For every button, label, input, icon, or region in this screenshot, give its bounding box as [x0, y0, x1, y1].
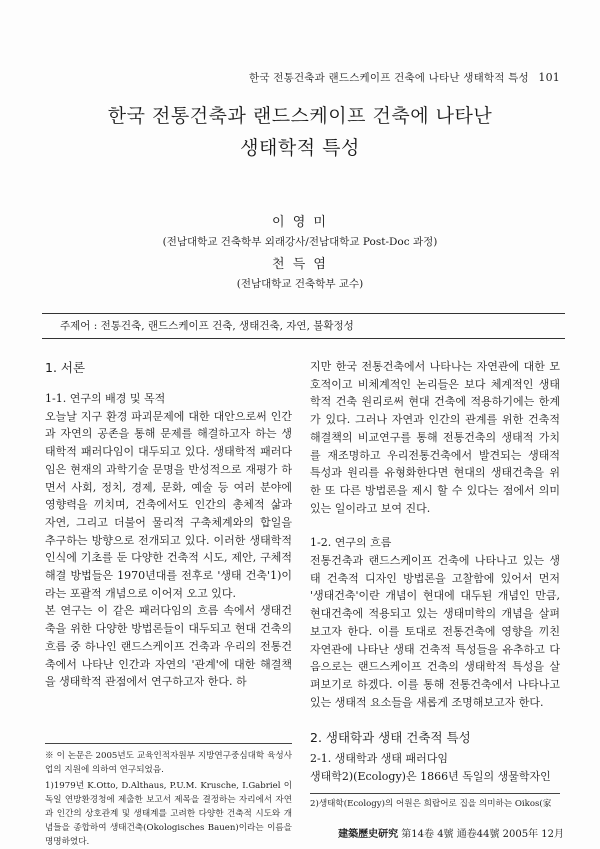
- author-block: [0, 213, 600, 297]
- running-head: [249, 70, 560, 85]
- paper-title: [0, 100, 600, 164]
- author-name-1: 이 영 미: [272, 215, 328, 230]
- title-line-2: 생태학적 특성: [240, 137, 360, 159]
- subsection-heading-2-1: 2-1. 생태학과 생태 패러다임: [310, 752, 448, 766]
- section-heading-ecology: 2. 생태학과 생태 건축적 특성: [310, 730, 471, 746]
- footnote-rule-left: [45, 743, 292, 744]
- title-line-1: 한국 전통건축과 랜드스케이프 건축에 나타난: [107, 105, 493, 127]
- body-paragraph: 전통건축과 랜드스케이프 건축에 나타나고 있는 생태 건축적 디자인 방법론을 고찰함에 있어서 먼저 '생태건축'이란 개념이 현대에 대두된 개념인 만큼, 현대건축에 적용되고 있는 생태미학의 개념을 살펴보고자 한다. 이를 토대로 전통건축에 영향을 끼친 자연관에 나타난 생태 건축적 특성들을 유추하고 다음으로는 랜드스케이프 건축의 생태학적 특성을 살펴보기로 하겠다. 이를 통해 전통건축에서 나타나고 있는 생태적 요소들을 새롭게 조명해보고자 한다.: [310, 554, 560, 709]
- page-number: 101: [538, 71, 560, 84]
- body-paragraph: 오늘날 지구 환경 파괴문제에 대한 대안으로써 인간과 자연의 공존을 통해 문제를 해결하고자 하는 생태학적 패러다임이 대두되고 있다. 생태학적 패러다임은 현재의 과학기술 문명을 반성적으로 재평가 하면서 사회, 정치, 경제, 문화, 예술 등 여러 분야에 영향력을 끼치며, 건축에서도 인간의 총체적 삶과 자연, 그리고 더불어 물리적 구축체계와의 합일을 추구하는 방향으로 전개되고 있다. 이러한 생태학적 인식에 기초를 둔 다양한 건축적 시도, 제안, 구체적 해결 방법들은 1970년대를 전후로 '생태 건축'1)이라는 포괄적 개념으로 이어져 오고 있다.: [45, 409, 292, 600]
- body-paragraph: 지만 한국 전통건축에서 나타나는 자연관에 대한 모호적이고 비체계적인 논리들은 보다 체계적인 생태학적 건축 원리로써 현대 건축에 적용하기에는 한계가 있다. 그러나 자연과 인간의 관계를 위한 건축적 해결책의 비교연구를 통해 전통건축의 생태적 가치를 재조명하고 우리전통건축에서 발견되는 생태적 특성과 원리를 유형화한다면 현대의 생태건축을 위한 또 다른 방법론을 제시 할 수 있다는 점에서 의미 있는 일이라고 보여 진다.: [310, 360, 560, 515]
- subsection-heading-1-2: 1-2. 연구의 흐름: [310, 536, 392, 550]
- author-name-2: 천 득 염: [272, 257, 328, 272]
- footnote-rule-right: [310, 793, 560, 794]
- footnote-1: 1)1979년 K.Otto, D.Althaus, P.U.M. Krusche, I.Gabriel 이 독일 연방환경청에 제출한 보고서 제목을 결정하는 자리에서 자연과 인간의 상호관계 및 생태계를 고려한 다양한 건축적 시도와 개념들을 종합하여 생태건축(Okologisches Bauen)이라는 이름을 명명하였다.: [45, 781, 292, 847]
- author-affiliation-2: (전남대학교 건축학부 교수): [236, 278, 364, 290]
- running-head-title: 한국 전통건축과 랜드스케이프 건축에 나타난 생태학적 특성: [249, 72, 529, 84]
- section-heading-introduction: 1. 서론: [45, 360, 86, 375]
- journal-name: 建築歷史研究: [338, 829, 399, 840]
- footnote-2: 2)생태학(Ecology)의 어원은 희랍어로 집을 의미하는 Oikos(家: [310, 799, 552, 809]
- footnote-funding: ※ 이 논문은 2005년도 교육인적자원부 지방연구중심대학 육성사업의 지원에 의하여 연구되었음.: [45, 751, 292, 775]
- keywords-box: [42, 313, 565, 339]
- author-affiliation-1: (전남대학교 건축학부 외래강사/전남대학교 Post-Doc 과정): [162, 236, 438, 248]
- journal-issue: 第14卷 4號 通卷44號 2005年 12月: [401, 829, 564, 840]
- body-paragraph: 생태학2)(Ecology)은 1866년 독일의 생물학자인: [310, 770, 551, 784]
- keywords-text: 주제어 : 전통건축, 랜드스케이프 건축, 생태건축, 자연, 불확정성: [60, 320, 354, 332]
- body-paragraph: 본 연구는 이 같은 패러다임의 흐름 속에서 생태건축을 위한 다양한 방법론들이 대두되고 현대 건축의 흐름 중 하나인 랜드스케이프 건축과 우리의 전통건축에서 나타난 인간과 자연의 '관계'에 대한 해결책을 생태학적 관점에서 연구하고자 한다. 하: [45, 604, 292, 689]
- left-column: [45, 358, 292, 691]
- journal-footer: [338, 825, 564, 840]
- right-column: [310, 358, 560, 786]
- subsection-heading-1-1: 1-1. 연구의 배경 및 목적: [45, 392, 166, 405]
